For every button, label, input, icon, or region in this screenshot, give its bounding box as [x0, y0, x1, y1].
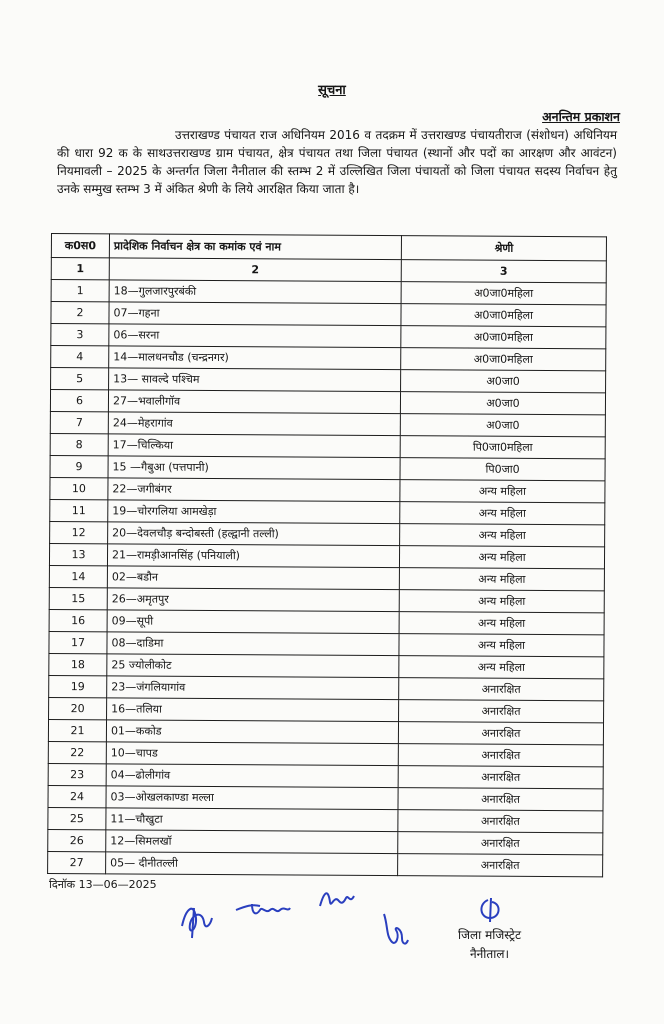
- row-serial: 6: [50, 390, 108, 412]
- row-category: पि0जा0: [400, 458, 605, 481]
- row-category: अनारक्षित: [398, 722, 603, 745]
- table-header-row: [51, 234, 606, 261]
- row-category: अन्य महिला: [399, 568, 604, 591]
- row-constituency: 22—जगीबंगर: [108, 478, 400, 502]
- row-constituency: 13— सावल्दे पश्चिम: [109, 368, 401, 392]
- row-category: अनारक्षित: [398, 832, 603, 855]
- officer-designation: जिला मजिस्ट्रेट: [458, 928, 522, 942]
- row-serial: 8: [50, 433, 108, 455]
- row-category: अन्य महिला: [399, 590, 604, 613]
- row-constituency: 11—चौखुटा: [106, 808, 398, 832]
- row-category: पि0जा0महिला: [400, 436, 605, 459]
- row-category: अनारक्षित: [398, 744, 603, 767]
- row-category: अ0जा0महिला: [401, 282, 606, 305]
- officer-district: नैनीताल।: [469, 947, 510, 961]
- row-constituency: 03—ओखलकाण्डा मल्ला: [106, 786, 398, 810]
- row-serial: 15: [49, 587, 107, 609]
- row-constituency: 10—चापड: [106, 742, 398, 766]
- row-serial: 16: [49, 609, 107, 631]
- row-category: अ0जा0: [400, 392, 605, 415]
- row-constituency: 01—ककोड: [106, 720, 398, 744]
- row-constituency: 06—सरना: [109, 324, 401, 348]
- row-category: अन्य महिला: [399, 634, 604, 657]
- officer-signature-block: [458, 926, 521, 964]
- header-constituency: प्रादेशिक निर्वाचन क्षेत्र का कमांक एवं नाम: [109, 234, 401, 260]
- row-constituency: 05— दीनीतल्ली: [106, 852, 398, 876]
- row-constituency: 25 ज्योलीकोट: [107, 654, 399, 678]
- row-serial: 26: [48, 829, 106, 851]
- row-serial: 13: [49, 543, 107, 565]
- row-serial: 27: [48, 851, 106, 873]
- row-constituency: 24—मेहरागांव: [108, 412, 400, 436]
- row-serial: 20: [49, 697, 107, 719]
- row-constituency: 12—सिमलखॉ: [106, 830, 398, 854]
- provisional-publication-label: अनन्तिम प्रकाशन: [542, 109, 620, 124]
- row-serial: 7: [50, 411, 108, 433]
- row-category: अन्य महिला: [399, 546, 604, 569]
- row-serial: 23: [48, 763, 106, 785]
- row-category: अ0जा0: [400, 414, 605, 437]
- row-category: अनारक्षित: [398, 766, 603, 789]
- notice-heading: [0, 80, 664, 98]
- row-constituency: 16—तलिया: [107, 698, 399, 722]
- row-category: अ0जा0महिला: [401, 348, 606, 371]
- row-constituency: 04—ढोलीगांव: [106, 764, 398, 788]
- row-serial: 18: [49, 653, 107, 675]
- row-category: अ0जा0महिला: [401, 304, 606, 327]
- row-constituency: 27—भवालीगॉव: [108, 390, 400, 414]
- table-body: [48, 258, 607, 877]
- row-category: अ0जा0: [401, 370, 606, 393]
- row-category: अन्य महिला: [400, 502, 605, 525]
- row-serial: 1: [51, 280, 109, 302]
- reservation-table: [47, 233, 607, 877]
- row-serial: 22: [48, 741, 106, 763]
- row-serial: 11: [50, 499, 108, 521]
- row-constituency: 09—सूपी: [107, 610, 399, 634]
- row-category: अन्य महिला: [400, 524, 605, 547]
- row-serial: 17: [49, 631, 107, 653]
- row-constituency: 23—जंगलियागांव: [107, 676, 399, 700]
- row-serial: 5: [51, 368, 109, 390]
- row-serial: 10: [50, 477, 108, 499]
- notice-date: दिनॉक 13—06—2025: [49, 878, 157, 891]
- row-serial: 14: [49, 565, 107, 587]
- row-serial: 2: [51, 302, 109, 324]
- column-number-2: 2: [109, 258, 401, 282]
- row-category: अन्य महिला: [400, 480, 605, 503]
- notice-heading-text: सूचना: [318, 83, 346, 98]
- signature-1: [176, 896, 218, 942]
- row-constituency: 02—बडौन: [107, 566, 399, 590]
- row-category: अनारक्षित: [399, 678, 604, 701]
- row-constituency: 18—गुलजारपुरबंकी: [109, 280, 401, 304]
- row-constituency: 19—चोरगलिया आमखेड़ा: [108, 500, 400, 524]
- header-category: श्रेणी: [401, 236, 606, 261]
- intro-paragraph: [57, 126, 617, 198]
- header-serial: क0स0: [51, 234, 109, 258]
- column-number-3: 3: [401, 260, 606, 283]
- row-constituency: 08—दाडिमा: [107, 632, 399, 656]
- row-category: अन्य महिला: [399, 656, 604, 679]
- row-constituency: 07—गहना: [109, 302, 401, 326]
- row-category: अनारक्षित: [398, 854, 603, 877]
- row-category: अन्य महिला: [399, 612, 604, 635]
- column-number-1: 1: [51, 258, 109, 280]
- row-serial: 4: [51, 346, 109, 368]
- row-constituency: 20—देवलचौड़ बन्दोबस्ती (हल्द्वानी तल्ली): [108, 522, 400, 546]
- signature-dm: [474, 896, 508, 926]
- intro-text: उत्तराखण्ड पंचायत राज अधिनियम 2016 व तदक्रम में उत्तराखण्ड पंचायतीराज (संशोधन) अधिनियम की धारा 92 क के साथउत्तराखण्ड ग्राम पंचायत, क्षेत्र पंचायत तथा जिला पंचायत (स्थानों और पदों का आरक्षण और आवंटन) नियमावली – 2025 के अन्तर्गत जिला नैनीताल की स्तम्भ 2 में उल्लिखित जिला पंचायतों को जिला पंचायत सदस्य निर्वाचन हेतु उनके सम्मुख स्तम्भ 3 में अंकित श्रेणी के लिये आरक्षित किया जाता है।: [57, 128, 618, 196]
- row-constituency: 17—चिल्किया: [108, 434, 400, 458]
- row-category: अनारक्षित: [399, 700, 604, 723]
- row-constituency: 21—रामड़ीआनसिंह (पनियाली): [107, 544, 399, 568]
- table-row: [48, 851, 603, 876]
- row-serial: 25: [48, 807, 106, 829]
- row-constituency: 14—मालधनचौड (चन्द्रनगर): [109, 346, 401, 370]
- row-serial: 3: [51, 324, 109, 346]
- row-category: अ0जा0महिला: [401, 326, 606, 349]
- signature-4: [378, 906, 414, 952]
- row-constituency: 15 —गैबुआ (पत्तपानी): [108, 456, 400, 480]
- row-serial: 24: [48, 785, 106, 807]
- row-category: अनारक्षित: [398, 788, 603, 811]
- row-category: अनारक्षित: [398, 810, 603, 833]
- row-serial: 12: [50, 521, 108, 543]
- row-serial: 19: [49, 675, 107, 697]
- row-constituency: 26—अमृतपुर: [107, 588, 399, 612]
- signature-3: [316, 884, 360, 914]
- row-serial: 21: [48, 719, 106, 741]
- signature-2: [232, 896, 294, 924]
- row-serial: 9: [50, 455, 108, 477]
